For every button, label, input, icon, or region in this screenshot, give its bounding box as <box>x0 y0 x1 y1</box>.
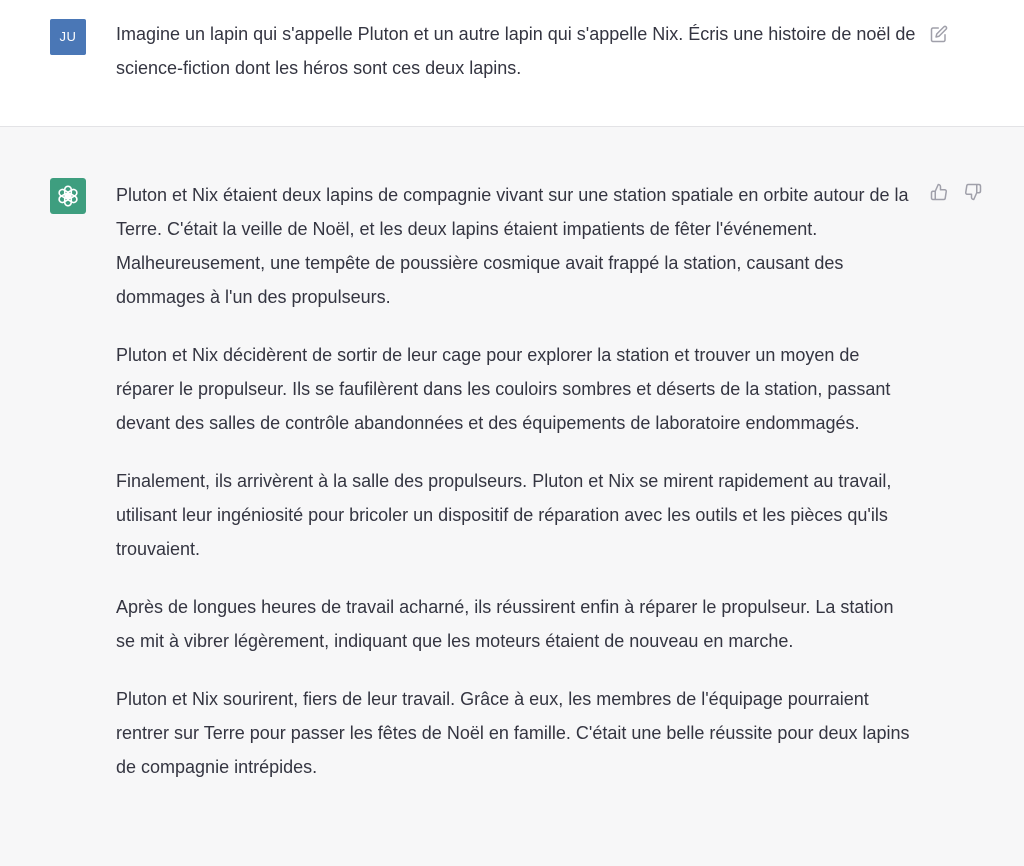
paragraph: Pluton et Nix décidèrent de sortir de leur cage pour explorer la station et trouver un moyen de réparer le propulseur. Ils se faufilèrent dans les couloirs sombres et déserts de la station, passant devant des salles de contrôle abandonnées et des équipements de laboratoire endommagés. <box>116 345 891 433</box>
edit-message-button[interactable] <box>928 23 950 45</box>
user-avatar: JU <box>50 19 86 55</box>
assistant-message-text <box>116 178 916 808</box>
paragraph: Après de longues heures de travail acharné, ils réussirent enfin à réparer le propulseur. La station se mit à vibrer légèrement, indiquant que les moteurs étaient de nouveau en marche. <box>116 597 894 651</box>
assistant-message <box>0 127 1024 866</box>
thumbs-down-button[interactable] <box>962 181 984 203</box>
user-message-text: Imagine un lapin qui s'appelle Pluton et un autre lapin qui s'appelle Nix. Écris une histoire de noël de science-fiction dont les héros sont ces deux lapins. <box>116 24 916 78</box>
thumbs-up-button[interactable] <box>928 181 950 203</box>
paragraph: Pluton et Nix étaient deux lapins de compagnie vivant sur une station spatiale en orbite autour de la Terre. C'était la veille de Noël, et les deux lapins étaient impatients de fêter l'événement. Malheureusement, une tempête de poussière cosmique avait frappé la station, causant des dommages à l'un des propulseurs. <box>116 185 909 307</box>
edit-icon <box>930 25 948 43</box>
paragraph: Pluton et Nix sourirent, fiers de leur travail. Grâce à eux, les membres de l'équipage pourraient rentrer sur Terre pour passer les fêtes de Noël en famille. C'était une belle réussite pour deux lapins de compagnie intrépides. <box>116 689 910 777</box>
paragraph: Finalement, ils arrivèrent à la salle des propulseurs. Pluton et Nix se mirent rapidement au travail, utilisant leur ingéniosité pour bricoler un dispositif de réparation avec les outils et les pièces qu'ils trouvaient. <box>116 471 892 559</box>
thumbs-down-icon <box>964 183 982 201</box>
assistant-avatar <box>50 178 86 214</box>
user-message <box>0 0 1024 127</box>
openai-logo-icon <box>55 183 81 209</box>
thumbs-up-icon <box>930 183 948 201</box>
